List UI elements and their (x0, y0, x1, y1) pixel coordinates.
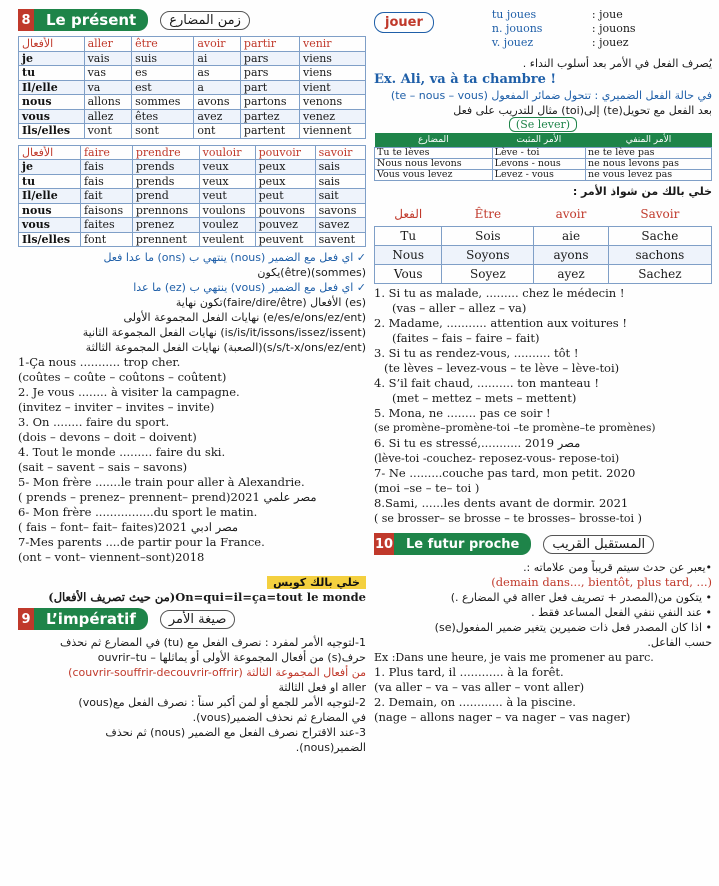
rule-line: حرف(s) من أفعال المجموعة الأولى أو يماثلها – ouvrir–tu (97, 651, 366, 664)
table-cell: Soyez (442, 265, 534, 284)
khalli-line: (من حيث تصريف الأفعال)On=qui=il=ça=tout le monde (48, 590, 366, 604)
exercise-choices: (dois – devons – doit – doivent) (18, 430, 197, 444)
table-cell: ayez (534, 265, 609, 284)
table-header: savoir (315, 145, 365, 160)
exercise-line: 2. Madame, ........... attention aux voitures ! (374, 316, 627, 330)
exercise-line: 5- Mon frère .......le train pour aller à Alexandrie. (18, 475, 305, 489)
futur-rules (374, 560, 712, 725)
table-header: faire (80, 145, 132, 160)
attention-tag: خلي بالك كويس (267, 576, 366, 589)
table-cell: vas (84, 66, 132, 81)
table-header: partir (240, 37, 299, 52)
exercise-choices: (te lèves – levez-vous – te lève – lève-toi) (384, 361, 620, 375)
exercise-line: 3. On ........ faire du sport. (18, 415, 170, 429)
table-row (19, 80, 366, 95)
exercise-line: 1. Plus tard, il ............ à la forêt. (374, 665, 564, 679)
imperatif-header (18, 607, 366, 631)
present-form: tu joues (491, 8, 537, 21)
table-cell: veulent (199, 232, 255, 247)
section-number: 9 (18, 608, 34, 630)
table-cell: fait (80, 189, 132, 204)
table-cell: Nous nous levons (375, 158, 493, 169)
table-row (19, 174, 366, 189)
table-cell: êtes (132, 109, 194, 124)
section-title: Le futur proche (394, 533, 531, 555)
table-header: pouvoir (255, 145, 315, 160)
table-row (375, 227, 712, 246)
exercise-choices: (va aller – va – vas aller – vont aller) (374, 680, 585, 694)
table-cell: voulez (199, 218, 255, 233)
table-cell: viens (299, 66, 365, 81)
present-header (18, 8, 366, 32)
pronoun-cell: je (19, 51, 85, 66)
khalli-box (18, 571, 366, 605)
rule-line: ✓ اي فعل مع الضمير (vous) ينتهي ب (ez) ما عدا (133, 281, 366, 294)
table-row (375, 158, 712, 169)
table-cell: prennons (132, 203, 199, 218)
present-rules (18, 250, 366, 355)
table-cell: font (80, 232, 132, 247)
table-cell: Sache (608, 227, 711, 246)
table-row (19, 95, 366, 110)
section-title-arabic: المستقبل القريب (543, 535, 654, 554)
table-cell: vais (84, 51, 132, 66)
table-cell: part (240, 80, 299, 95)
jouer-box (374, 8, 712, 56)
pronoun-cell: tu (19, 66, 85, 81)
table-row (19, 232, 366, 247)
table-cell: es (132, 66, 194, 81)
pronoun-cell: Nous (375, 246, 442, 265)
table-row (19, 218, 366, 233)
table-cell: vont (84, 124, 132, 139)
table-cell: avez (194, 109, 241, 124)
table-cell: Vous vous levez (375, 169, 493, 180)
rule-line: (s/s/t-x/ons/ez/ent)(الصعبة) نهايات الفعل المجموعة الثالثة (85, 341, 366, 354)
pronoun-cell: tu (19, 174, 81, 189)
se-lever-text: (Se lever) (509, 117, 577, 132)
table-header: Être (442, 203, 534, 227)
table-cell: fais (80, 174, 132, 189)
exercise-choices: (vas – aller – allez – va) (392, 301, 527, 315)
table-cell: prends (132, 160, 199, 175)
rule-line: ✓ اي فعل مع الضمير (nous) ينتهي ب (ons) ما عدا فعل (103, 251, 366, 264)
table-row (375, 246, 712, 265)
pronoun-cell: Tu (375, 227, 442, 246)
table-row (19, 160, 366, 175)
section-title-arabic: زمن المضارع (160, 11, 250, 30)
rule-line: (es) الأفعال (faire/dire/être)تكون نهاية (175, 296, 366, 309)
section-number: 10 (374, 533, 394, 555)
table-cell: savons (315, 203, 365, 218)
table-cell: Lève - toi (492, 147, 585, 158)
exercise-line: 4. Tout le monde ......... faire du ski. (18, 445, 226, 459)
table-header: être (132, 37, 194, 52)
rule-line: من أفعال المجموعة الثالثة (couvrir-souffrir-decouvrir-offrir) (68, 666, 366, 679)
pronoun-cell: vous (19, 218, 81, 233)
table-cell: allez (84, 109, 132, 124)
conjugation-table-1 (18, 36, 366, 139)
table-cell: pars (240, 51, 299, 66)
table-cell: Tu te lèves (375, 147, 493, 158)
table-cell: viennent (299, 124, 365, 139)
exercise-line: 8.Sami, ......les dents avant de dormir. 2021 (374, 496, 629, 510)
table-cell: vient (299, 80, 365, 95)
imperative-exercises (374, 286, 712, 526)
table-cell: pouvons (255, 203, 315, 218)
table-cell: peut (255, 189, 315, 204)
table-cell: ne te lève pas (585, 147, 711, 158)
table-row (375, 169, 712, 180)
section-title: L’impératif (34, 608, 148, 630)
table-cell: sais (315, 174, 365, 189)
table-cell: sait (315, 189, 365, 204)
table-cell: as (194, 66, 241, 81)
exercise-choices: (nage – allons nager – va nager – vas nager) (374, 710, 631, 724)
jouer-note: يُصرف الفعل في الأمر بعد أسلوب النداء . (522, 57, 712, 70)
shawaz-note: خلي بالك من شواذ الأمر : (572, 184, 712, 198)
rule-line: في المضارع ثم نحذف الضمير(vous). (192, 711, 366, 724)
exercise-choices: (se promène–promène-toi –te promène–te promènes) (374, 422, 656, 434)
present-exercises (18, 355, 366, 565)
table-cell: sachons (608, 246, 711, 265)
table-cell: ayons (534, 246, 609, 265)
table-cell: allons (84, 95, 132, 110)
table-header: الفعل (375, 203, 442, 227)
section-number: 8 (18, 9, 34, 31)
table-cell: prenez (132, 218, 199, 233)
table-header: الأفعال (19, 37, 85, 52)
futur-example: Ex :Dans une heure, je vais me promener au parc. (374, 651, 654, 664)
table-cell: sont (132, 124, 194, 139)
table-cell: venons (299, 95, 365, 110)
table-cell: fais (80, 160, 132, 175)
table-header-row (19, 37, 366, 52)
conjugation-table-2 (18, 145, 366, 248)
table-header: الأمر المثبت (492, 133, 585, 147)
pronoun-cell: vous (19, 109, 85, 124)
table-header: المضارع (375, 133, 493, 147)
imperative-form: : joue (591, 8, 623, 21)
exercise-choices: ( fais – font– fait– faites)2021 مصر ادبي (18, 520, 239, 534)
rule-line: (is/is/it/issons/issez/issent) نهايات الفعل المجموعة الثانية (82, 326, 366, 339)
irregular-imperative-table (374, 203, 712, 285)
exercise-choices: (met – mettez – mets – mettent) (392, 391, 577, 405)
section-title: Le présent (34, 9, 148, 31)
exercise-choices: (invitez – inviter – invites – invite) (18, 400, 215, 414)
exercise-line: 6- Mon frère ................du sport le matin. (18, 505, 258, 519)
exercise-line: 3. Si tu as rendez-vous, .......... tôt ! (374, 346, 579, 360)
table-cell: ai (194, 51, 241, 66)
table-cell: Levons - nous (492, 158, 585, 169)
table-cell: viens (299, 51, 365, 66)
pronoun-cell: nous (19, 95, 85, 110)
table-cell: Levez - vous (492, 169, 585, 180)
table-cell: prennent (132, 232, 199, 247)
table-cell: a (194, 80, 241, 95)
exercise-line: 1-Ça nous ........... trop cher. (18, 355, 181, 369)
right-column (374, 8, 712, 725)
rule-line: (e/es/e/ons/ez/ent) نهايات الفعل المجموعة الأولى (123, 311, 366, 324)
table-header: الأمر المنفي (585, 133, 711, 147)
table-cell: prends (132, 174, 199, 189)
jouer-forms (492, 8, 636, 50)
table-cell: prend (132, 189, 199, 204)
table-cell: pars (240, 66, 299, 81)
left-column (18, 8, 366, 755)
table-cell: Sachez (608, 265, 711, 284)
table-cell: veux (199, 160, 255, 175)
exercise-choices: ( prends – prenez– prennent– prend)2021 مصر علمي (18, 490, 317, 504)
pronoun-cell: Ils/elles (19, 232, 81, 247)
table-row (19, 189, 366, 204)
rule-line: aller او فعل الثالثة (278, 681, 366, 694)
exercise-line: 6. Si tu es stressé,........... 2019 مصر (374, 436, 581, 450)
exercise-choices: (moi –se – te– toi ) (374, 481, 480, 495)
exercise-choices: ( se brosser– se brosse – te brosses– brosse-toi ) (374, 512, 642, 525)
imperative-form: : jouons (591, 22, 636, 35)
table-row (19, 124, 366, 139)
exercise-line: 7- Ne .........couche pas tard, mon petit. 2020 (374, 466, 636, 480)
pronoun-cell: Il/elle (19, 189, 81, 204)
table-cell: suis (132, 51, 194, 66)
table-cell: peux (255, 174, 315, 189)
rule-line: • يتكون من(المصدر + تصريف فعل aller في المضارع .) (450, 591, 712, 604)
table-cell: faites (80, 218, 132, 233)
jouer-form-row (492, 8, 636, 22)
table-cell: sais (315, 160, 365, 175)
table-cell: peux (255, 160, 315, 175)
table-header: avoir (534, 203, 609, 227)
table-row (19, 51, 366, 66)
rule-line: 2-لتوجيه الأمر للجمع أو لمن أكبر سناً : نصرف الفعل مع(vous) (78, 696, 366, 709)
table-header-row (375, 203, 712, 227)
pronominal-note-2: بعد الفعل مع تحويل(te) إلى(toi) مثال للتدريب على فعل (453, 104, 712, 117)
table-header-row (375, 133, 712, 147)
pronoun-cell: Vous (375, 265, 442, 284)
table-cell: voulons (199, 203, 255, 218)
pronoun-cell: Il/elle (19, 80, 85, 95)
rule-line: (sommes)(être)يكون (257, 266, 366, 279)
table-cell: sommes (132, 95, 194, 110)
table-cell: partons (240, 95, 299, 110)
rule-line: •يعبر عن حدث سيتم قريباً ومن علاماته :. (523, 561, 712, 574)
exercise-choices: (lève-toi -couchez- reposez-vous- repose-toi) (374, 452, 620, 465)
rule-line: حسب الفاعل. (647, 636, 712, 649)
table-header-row (19, 145, 366, 160)
table-cell: avons (194, 95, 241, 110)
table-header: avoir (194, 37, 241, 52)
exercise-line: 5. Mona, ne ........ pas ce soir ! (374, 406, 551, 420)
section-title-arabic: صيغة الأمر (160, 610, 236, 629)
exercise-line: 4. S’il fait chaud, .......... ton manteau ! (374, 376, 599, 390)
present-form: v. jouez (491, 36, 534, 49)
table-cell: ont (194, 124, 241, 139)
table-header: الأفعال (19, 145, 81, 160)
imperative-form: : jouez (591, 36, 629, 49)
exercise-line: 2. Je vous ........ à visiter la campagne. (18, 385, 240, 399)
table-cell: Soyons (442, 246, 534, 265)
exercise-choices: (sait – savent – sais – savons) (18, 460, 188, 474)
table-cell: Sois (442, 227, 534, 246)
table-cell: peuvent (255, 232, 315, 247)
pronoun-cell: nous (19, 203, 81, 218)
table-cell: pouvez (255, 218, 315, 233)
pronoun-cell: je (19, 160, 81, 175)
table-cell: savent (315, 232, 365, 247)
exercise-choices: (faites – fais – faire – fait) (392, 331, 540, 345)
table-cell: veut (199, 189, 255, 204)
table-cell: partez (240, 109, 299, 124)
table-row (19, 66, 366, 81)
jouer-example: Ex. Ali, va à ta chambre ! (374, 72, 557, 87)
table-cell: ne vous levez pas (585, 169, 711, 180)
se-lever-label (374, 118, 712, 131)
table-header: venir (299, 37, 365, 52)
table-cell: venez (299, 109, 365, 124)
rule-line: الضمير(nous). (295, 741, 366, 754)
table-row (375, 265, 712, 284)
table-header: prendre (132, 145, 199, 160)
imperative-table (374, 133, 712, 181)
jouer-form-row (492, 36, 636, 50)
futur-header (374, 532, 712, 556)
exercise-choices: (coûtes – coûte – coûtons – coûtent) (18, 370, 227, 384)
rule-line: 3-عند الاقتراح نصرف الفعل مع الضمير (nous) ثم نحذف (105, 726, 366, 739)
table-header: aller (84, 37, 132, 52)
table-cell: est (132, 80, 194, 95)
table-cell: ne nous levons pas (585, 158, 711, 169)
table-header: vouloir (199, 145, 255, 160)
rule-line: • اذا كان المصدر فعل ذات ضميرين يتغير ضمير المفعول(se) (434, 621, 712, 634)
table-cell: partent (240, 124, 299, 139)
table-cell: va (84, 80, 132, 95)
exercise-line: 1. Si tu as malade, ......... chez le médecin ! (374, 286, 625, 300)
table-row (375, 147, 712, 158)
table-cell: veux (199, 174, 255, 189)
exercise-line: 2. Demain, on ............ à la piscine. (374, 695, 576, 709)
table-cell: savez (315, 218, 365, 233)
imperatif-rules (18, 635, 366, 755)
pronominal-note: في حالة الفعل الضميري : تتحول ضمائر المفعول (te – nous – vous) (390, 89, 712, 102)
rule-line: (demain dans..., bientôt, plus tard, ...) (491, 575, 712, 589)
exercise-choices: (ont – vont– viennent–sont)2018 (18, 550, 205, 564)
rule-line: 1-لتوجيه الأمر لمفرد : نصرف الفعل مع (tu) في المضارع ثم نحذف (59, 636, 366, 649)
table-cell: aie (534, 227, 609, 246)
rule-line: • عند النفي ننفي الفعل المساعد فقط . (531, 606, 712, 619)
exercise-line: 7-Mes parents ....de partir pour la France. (18, 535, 265, 549)
table-row (19, 203, 366, 218)
jouer-form-row (492, 22, 636, 36)
pronoun-cell: Ils/elles (19, 124, 85, 139)
table-cell: faisons (80, 203, 132, 218)
table-header: Savoir (608, 203, 711, 227)
present-form: n. jouons (491, 22, 543, 35)
jouer-label: jouer (374, 12, 434, 33)
table-row (19, 109, 366, 124)
